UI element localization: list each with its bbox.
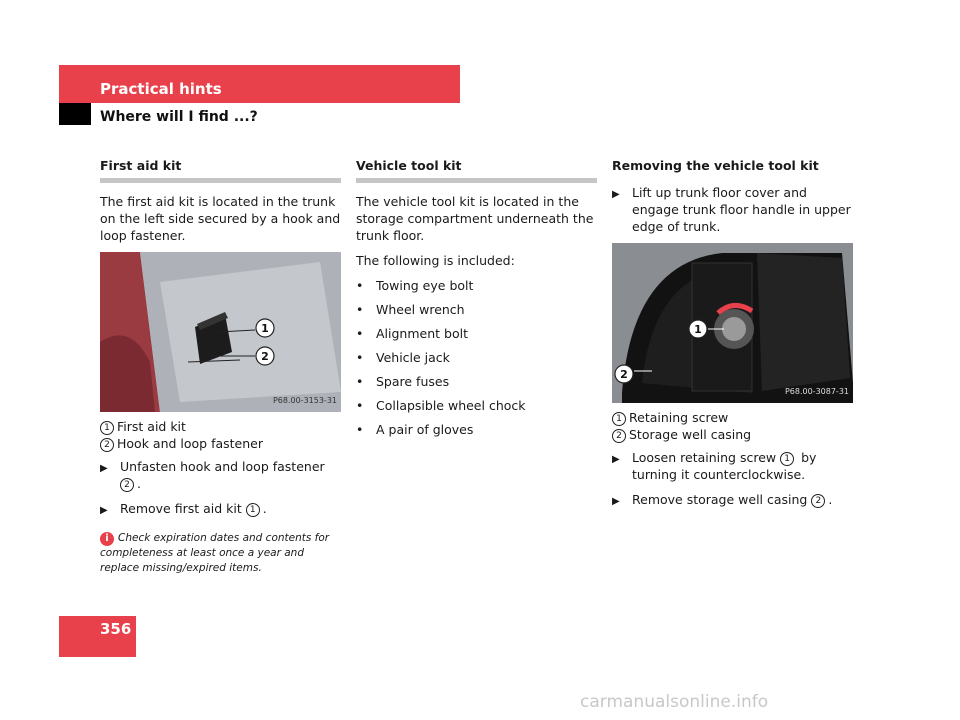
list-item-text: Wheel wrench — [376, 302, 465, 317]
instruction-step — [612, 449, 853, 483]
list-item-text: A pair of gloves — [376, 422, 474, 437]
arrow-icon: ▶ — [612, 189, 620, 200]
instruction-step: ▶ Remove first aid kit 1 . — [100, 500, 341, 519]
instruction-step: ▶ Unfasten hook and loop fastener 2 . — [100, 459, 325, 491]
storage-well-illustration — [612, 243, 853, 403]
legend-item — [612, 409, 853, 426]
first-aid-column — [100, 157, 341, 576]
legend-number: 1 — [612, 412, 626, 426]
trunk-first-aid-illustration — [100, 252, 341, 412]
bullet-icon: • — [356, 374, 364, 389]
instruction-step — [612, 184, 853, 235]
instruction-step: ▶ Remove storage well casing 2 . — [612, 491, 853, 510]
step-text: Remove first aid kit — [120, 501, 242, 516]
watermark: carmanualsonline.info — [580, 692, 769, 712]
arrow-icon: ▶ — [100, 463, 108, 474]
step-text: Lift up trunk floor cover and engage trunk floor handle in upper edge of trunk. — [632, 185, 851, 234]
list-item-text: Collapsible wheel chock — [376, 398, 526, 413]
image-code: P68.00-3087-31 — [784, 387, 849, 396]
info-note-text: Check expiration dates and contents for completeness at least once a year and replace missing/expired items. — [100, 532, 330, 574]
bullet-icon: • — [356, 422, 364, 437]
first-aid-intro: The first aid kit is located in the trunk on the left side secured by a hook and loop fastener. — [100, 194, 341, 243]
arrow-icon: ▶ — [612, 454, 620, 465]
page-number: 356 — [100, 620, 132, 638]
legend-text: Storage well casing — [629, 427, 752, 442]
list-item — [356, 325, 597, 342]
step-ref-number: 1 — [246, 503, 260, 517]
legend-number: 2 — [100, 438, 114, 452]
bullet-icon: • — [356, 302, 364, 317]
step-text-continued: by turning it counterclockwise. — [632, 450, 817, 482]
step-text: Unfasten hook and loop fastener — [120, 459, 325, 474]
page-subtitle: Where will I find ...? — [100, 109, 258, 125]
legend-number: 2 — [612, 429, 626, 443]
list-item — [356, 373, 597, 390]
tool-kit-intro: The vehicle tool kit is located in the storage compartment underneath the trunk floor. — [356, 194, 594, 243]
image-code: P68.00-3153-31 — [272, 396, 337, 405]
legend-text: Hook and loop fastener — [117, 436, 263, 451]
info-note — [100, 531, 341, 576]
callout-2-label: 2 — [261, 350, 269, 363]
list-item-text: Spare fuses — [376, 374, 450, 389]
step-text: Remove storage well casing — [632, 492, 808, 507]
legend-item — [100, 418, 341, 435]
arrow-icon: ▶ — [100, 505, 108, 516]
callout-1-label: 1 — [694, 323, 702, 336]
step-ref-number: 1 — [780, 452, 794, 466]
callout-1-label: 1 — [261, 322, 269, 335]
list-item — [356, 421, 597, 438]
list-item — [356, 301, 597, 318]
legend-number: 1 — [100, 421, 114, 435]
bullet-icon: • — [356, 398, 364, 413]
tool-kit-heading: Vehicle tool kit — [356, 157, 597, 183]
legend-text: Retaining screw — [629, 410, 729, 425]
legend-item — [612, 426, 853, 443]
info-icon: i — [100, 532, 114, 546]
legend-text: First aid kit — [117, 419, 186, 434]
list-item-text: Towing eye bolt — [376, 278, 474, 293]
bullet-icon: • — [356, 350, 364, 365]
arrow-icon: ▶ — [612, 496, 620, 507]
removal-heading: Removing the vehicle tool kit — [612, 158, 819, 173]
step-ref-number: 2 — [120, 478, 134, 492]
removal-column — [612, 157, 853, 518]
bullet-icon: • — [356, 326, 364, 341]
first-aid-heading: First aid kit — [100, 157, 341, 183]
section-title: Practical hints — [100, 80, 222, 98]
list-item-text: Alignment bolt — [376, 326, 468, 341]
tool-kit-column — [356, 157, 597, 445]
list-item — [356, 277, 597, 294]
bullet-icon: • — [356, 278, 364, 293]
callout-2-label: 2 — [620, 368, 628, 381]
list-item — [356, 397, 597, 414]
included-label: The following is included: — [356, 253, 515, 268]
step-ref-number: 2 — [811, 494, 825, 508]
legend-item — [100, 435, 341, 452]
step-text: Loosen retaining screw — [632, 450, 777, 465]
list-item-text: Vehicle jack — [376, 350, 450, 365]
header-tab-block — [59, 103, 91, 125]
list-item — [356, 349, 597, 366]
